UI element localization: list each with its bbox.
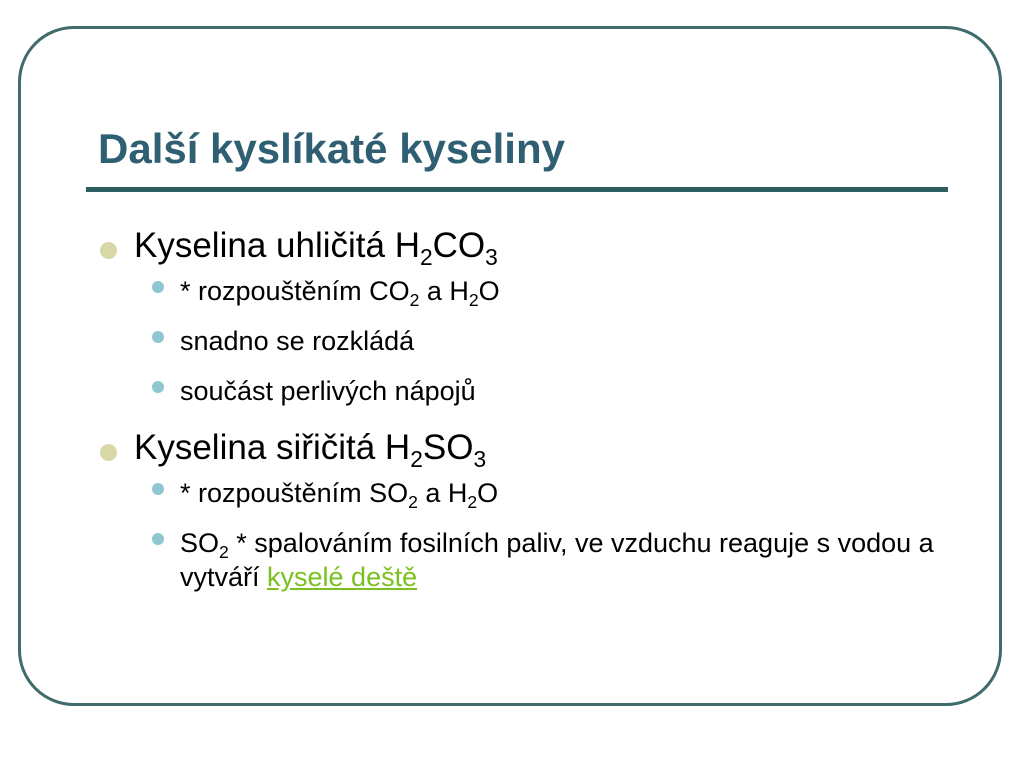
item-text: Kyselina siřičitá H (134, 428, 411, 467)
sub-bullet-icon (152, 483, 164, 495)
sub-item-text: O (477, 478, 499, 508)
title-underline (86, 187, 948, 192)
acid-rain-link[interactable]: kyselé deště (267, 562, 418, 592)
sub-item-text: a H (419, 276, 469, 306)
sub-bullet-item (96, 274, 976, 311)
sub-item-text: * spalováním fosilních paliv, ve vzduchu reaguje s vodou a vytváří (180, 528, 934, 592)
sub-item-text: snadno se rozkládá (180, 326, 415, 356)
sub-bullet-icon (152, 281, 164, 293)
slide-content (96, 222, 976, 594)
sub-bullet-item (96, 374, 976, 408)
sub-item-text: součást perlivých nápojů (180, 376, 476, 406)
bullet-icon (100, 444, 117, 461)
sub-bullet-icon (152, 331, 164, 343)
item-text: SO (422, 428, 474, 467)
subscript: 2 (408, 492, 418, 513)
sub-item-text: SO (180, 528, 220, 558)
sub-item-text: * rozpouštěním CO (180, 276, 410, 306)
sub-item-text: * rozpouštěním SO (180, 478, 409, 508)
subscript: 2 (468, 290, 479, 311)
bullet-item-sulfurous-acid (96, 424, 976, 472)
subscript: 2 (219, 542, 229, 563)
sub-bullet-item (96, 526, 940, 594)
sub-item-text: O (478, 276, 500, 306)
item-text: Kyselina uhličitá H (134, 226, 420, 265)
bullet-item-carbonic-acid (96, 222, 976, 270)
item-text: CO (432, 226, 486, 265)
subscript: 3 (485, 243, 498, 270)
sub-bullet-item (96, 476, 976, 513)
subscript: 2 (467, 492, 478, 513)
subscript: 2 (419, 243, 433, 270)
sub-item-text: a H (417, 478, 468, 508)
sub-bullet-icon (152, 533, 164, 545)
sub-bullet-icon (152, 381, 164, 393)
subscript: 2 (409, 290, 420, 311)
slide-title: Další kyslíkaté kyseliny (98, 125, 565, 172)
subscript: 3 (473, 445, 487, 472)
subscript: 2 (410, 445, 423, 472)
bullet-icon (100, 242, 117, 259)
sub-bullet-item (96, 324, 976, 358)
